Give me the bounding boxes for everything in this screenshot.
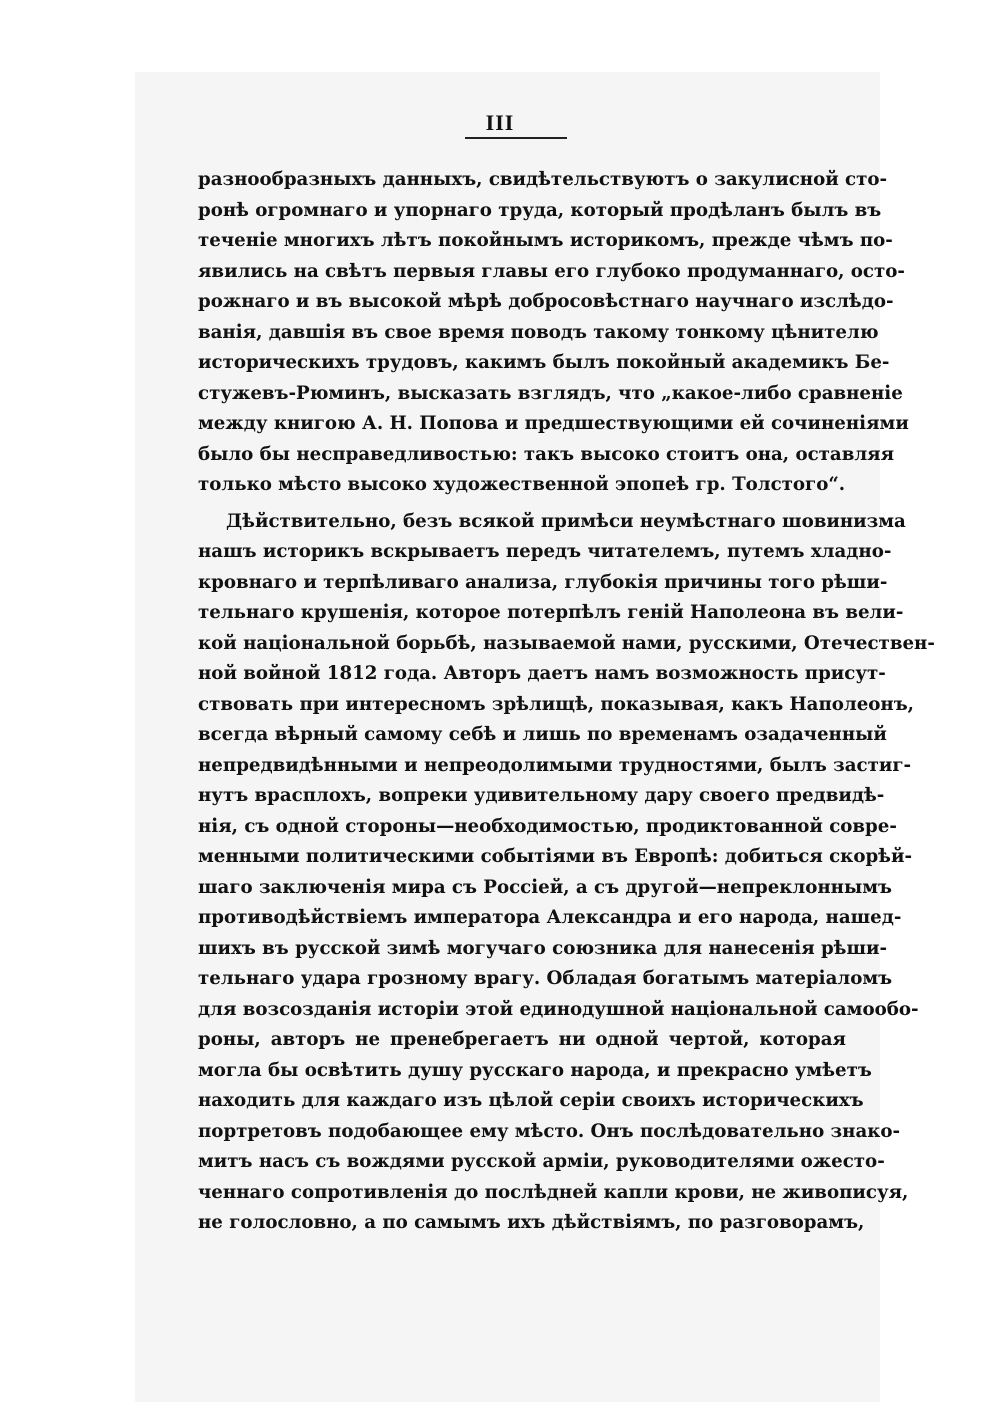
text-line: кой національной борьбѣ, называемой нами, русскими, Отечествен- (198, 632, 935, 654)
text-line: явились на свѣтъ первыя главы его глубоко продуманнаго, осто- (198, 260, 905, 282)
page-number: III (485, 110, 515, 135)
text-line: шаго заключенія мира съ Россіей, а съ другой—непреклоннымъ (198, 876, 892, 898)
text-line: ствовать при интересномъ зрѣлищѣ, показывая, какъ Наполеонъ, (198, 693, 915, 715)
paragraph-1 (198, 165, 909, 501)
text-line: могла бы освѣтить душу русскаго народа, и прекрасно умѣетъ (198, 1059, 872, 1081)
text-line: нашъ историкъ вскрываетъ передъ читателемъ, путемъ хладно- (198, 541, 892, 562)
text-line: менными политическими событіями въ Европѣ: добиться скорѣй- (198, 846, 912, 867)
text-line: находить для каждаго изъ цѣлой серіи своихъ историческихъ (198, 1090, 864, 1111)
text-line: митъ насъ съ вождями русской арміи, руководителями ожесто- (198, 1151, 885, 1172)
text-line: было бы несправедливостью: такъ высоко стоитъ она, оставляя (198, 443, 895, 465)
text-line: историческихъ трудовъ, какимъ былъ покойный академикъ Бе- (198, 352, 890, 373)
text-line: непредвидѣнными и непреодолимыми трудностями, былъ застиг- (198, 754, 912, 776)
body-text (198, 165, 935, 1239)
text-line: Дѣйствительно, безъ всякой примѣси неумѣстнаго шовинизма (226, 510, 906, 532)
text-line: стужевъ-Рюминъ, высказать взглядъ, что „какое-либо сравненіе (198, 382, 903, 404)
page-number-rule (465, 137, 567, 139)
text-line: теченіе многихъ лѣтъ покойнымъ историкомъ, прежде чѣмъ по- (198, 230, 893, 251)
text-line: нутъ врасплохъ, вопреки удивительному дару своего предвидѣ- (198, 785, 885, 806)
text-line: ченнаго сопротивленія до послѣдней капли крови, не живописуя, (198, 1181, 909, 1203)
text-line: ронѣ огромнаго и упорнаго труда, который продѣланъ былъ въ (198, 199, 882, 221)
text-line: нія, съ одной стороны—необходимостью, продиктованной совре- (198, 815, 897, 837)
text-line: тельнаго удара грозному врагу. Обладая богатымъ матеріаломъ (198, 968, 893, 989)
text-line: ной войной 1812 года. Авторъ даетъ намъ возможность присут- (198, 663, 886, 684)
text-line: кровнаго и терпѣливаго анализа, глубокія причины того рѣши- (198, 571, 888, 593)
text-line: рожнаго и въ высокой мѣрѣ добросовѣстнаго научнаго изслѣдо- (198, 291, 894, 312)
text-line: противодѣйствіемъ императора Александра и его народа, нашед- (198, 907, 902, 928)
text-line: шихъ въ русской зимѣ могучаго союзника для нанесенія рѣши- (198, 937, 888, 959)
text-line: разнообразныхъ данныхъ, свидѣтельствуютъ о закулисной сто- (198, 169, 888, 190)
text-line: роны, авторъ не пренебрегаетъ ни одной чертой, которая (198, 1029, 846, 1050)
text-line: для возсозданія исторіи этой единодушной національной самообо- (198, 998, 919, 1020)
text-line: не голословно, а по самымъ ихъ дѣйствіямъ, по разговорамъ, (198, 1212, 865, 1233)
text-line: ванія, давшія въ свое время поводъ такому тонкому цѣнителю (198, 321, 879, 343)
text-line: портретовъ подобающее ему мѣсто. Онъ послѣдовательно знако- (198, 1120, 901, 1142)
text-line: тельнаго крушенія, которое потерпѣлъ геній Наполеона въ вели- (198, 602, 904, 623)
text-line: между книгою А. Н. Попова и предшествующими ей сочиненіями (198, 413, 909, 434)
text-line: только мѣсто высоко художественной эпопеѣ гр. Толстого“. (198, 474, 846, 495)
text-line: всегда вѣрный самому себѣ и лишь по временамъ озадаченный (198, 724, 887, 745)
paragraph-2 (198, 507, 935, 1239)
